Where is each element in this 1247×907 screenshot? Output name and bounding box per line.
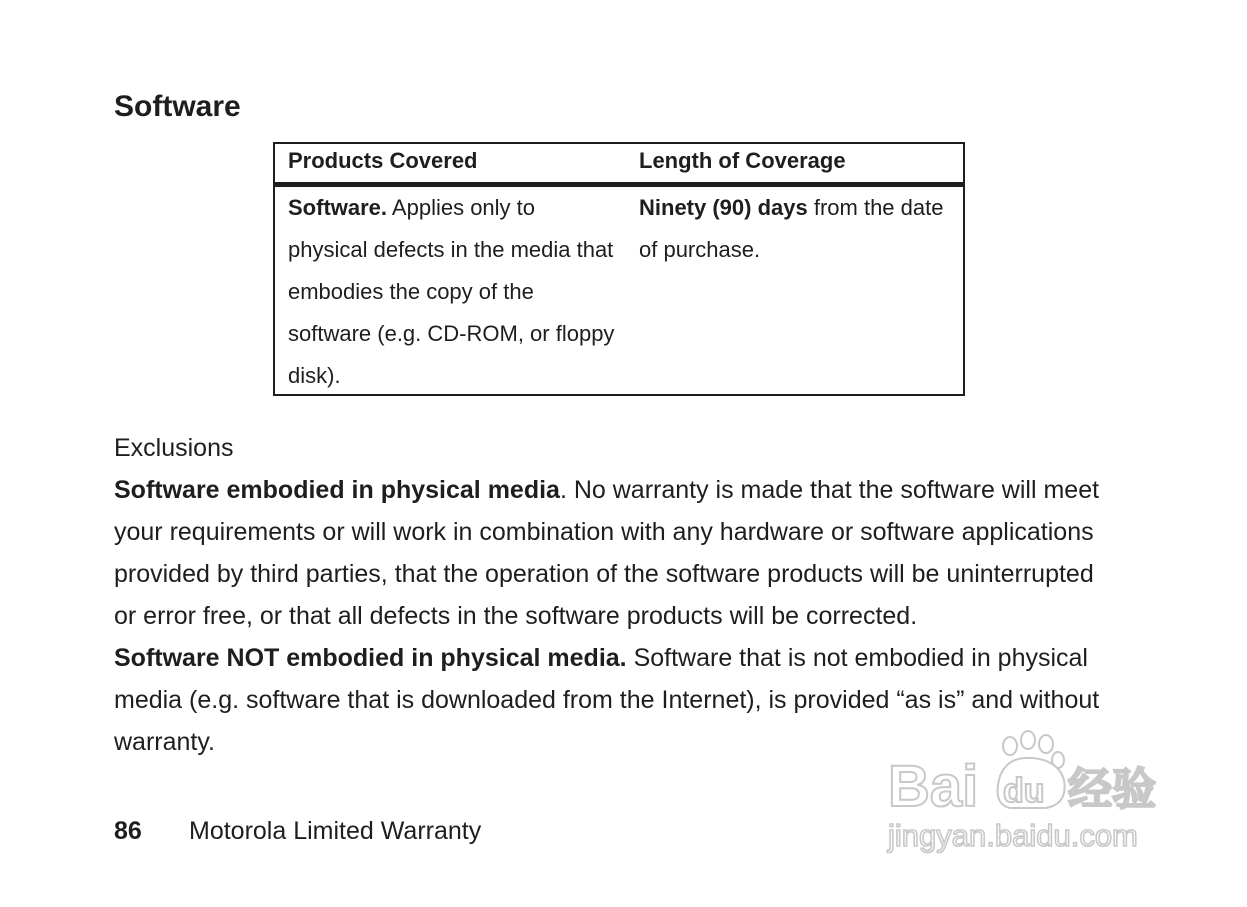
exclusion-text-not-physical-media: Software that is not embodied in physical media (e.g. software that is downloaded from the Internet), is provided “as is” and without warranty.: [114, 644, 1100, 756]
exclusion-text-physical-media: . No warranty is made that the software will meet your requirements or will work in combination with any hardware or software applications provided by third parties, that the operation of the software products will be uninterrupted or error free, or that all defects in the software products will be corrected.: [114, 476, 1100, 630]
coverage-description: from the date of purchase.: [639, 195, 944, 262]
table-header-row: [275, 144, 963, 187]
paw-toe-icon: [1003, 737, 1017, 755]
exclusion-paragraph-physical-media: [114, 469, 1104, 637]
watermark-brand-cn: 经验: [1068, 764, 1156, 815]
header-products-covered: Products Covered: [288, 148, 478, 173]
page-number: 86: [114, 817, 142, 845]
paw-toe-icon: [1039, 735, 1053, 753]
cell-length-of-coverage: [639, 187, 949, 271]
coverage-table: [273, 142, 965, 396]
cell-products-covered: [288, 187, 618, 397]
header-length-of-coverage: Length of Coverage: [639, 148, 846, 173]
watermark-url: jingyan.baidu.com: [888, 818, 1138, 853]
exclusion-lead-physical-media: Software embodied in physical media: [114, 476, 560, 504]
watermark-brand-latin: Bai: [888, 754, 979, 819]
watermark-brand-du: du: [1003, 772, 1045, 810]
section-title: Software: [114, 90, 241, 123]
paw-toe-icon: [1021, 731, 1035, 749]
page-footer: [114, 812, 481, 850]
product-description: Applies only to physical defects in the media that embodies the copy of the software (e.g. CD-ROM, or floppy disk).: [288, 195, 615, 388]
coverage-duration: Ninety (90) days: [639, 195, 808, 220]
footer-title: Motorola Limited Warranty: [189, 817, 482, 845]
table-row: [275, 187, 963, 387]
baidu-jingyan-watermark: [860, 728, 1180, 858]
product-name: Software.: [288, 195, 388, 220]
exclusions-heading: Exclusions: [114, 434, 234, 462]
exclusion-lead-not-physical-media: Software NOT embodied in physical media.: [114, 644, 627, 672]
exclusions-section: [114, 427, 1104, 763]
